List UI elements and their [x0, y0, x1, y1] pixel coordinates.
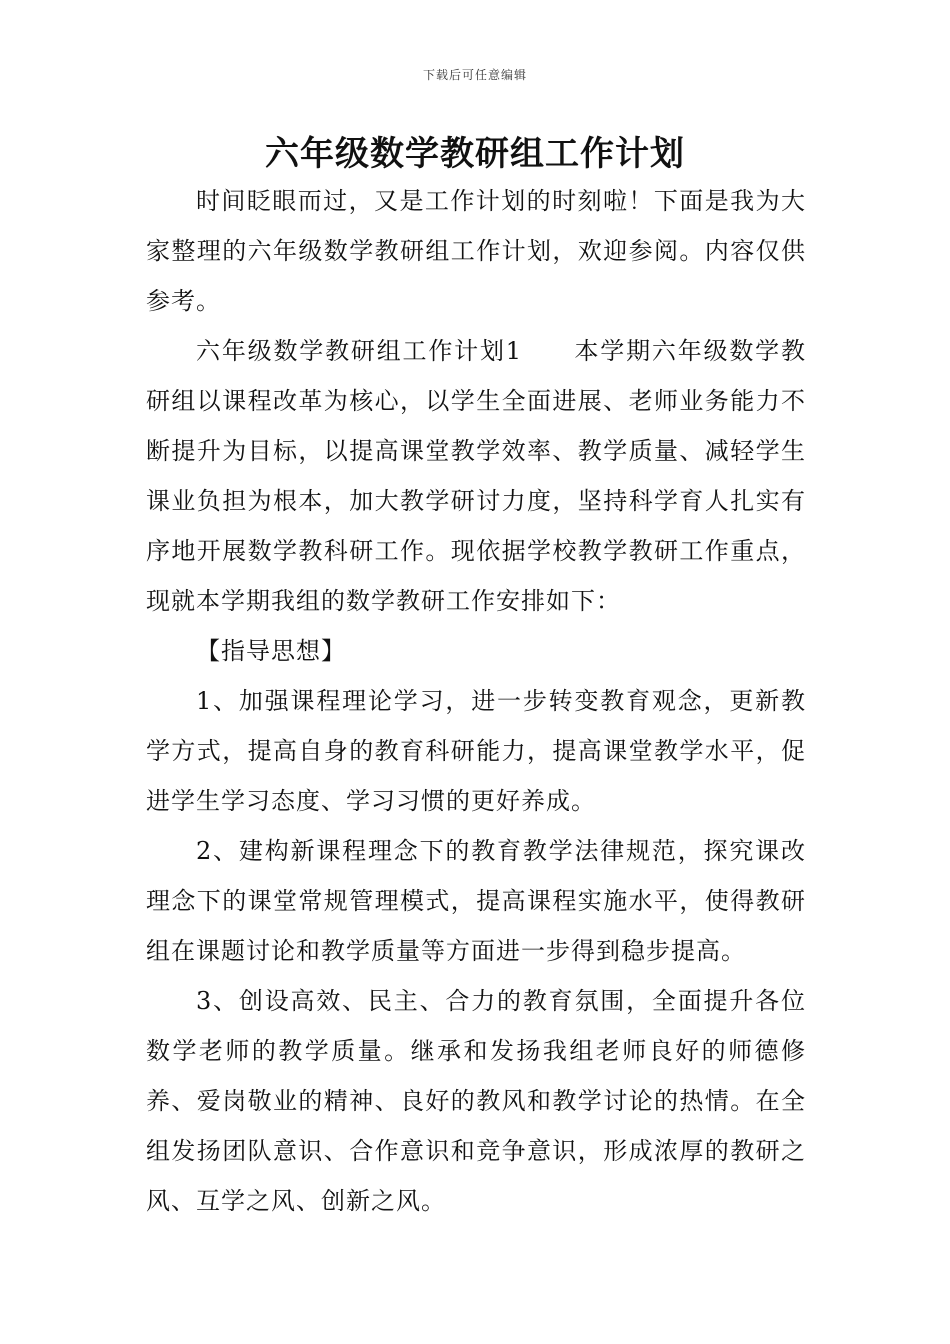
- paragraph-item-1: 1、加强课程理论学习，进一步转变教育观念，更新教学方式，提高自身的教育科研能力，提高课堂教学水平，促进学生学习态度、学习习惯的更好养成。: [146, 687, 806, 815]
- paragraph-intro: 时间眨眼而过，又是工作计划的时刻啦！下面是我为大家整理的六年级数学教研组工作计划，欢迎参阅。内容仅供参考。: [146, 187, 806, 315]
- section-heading-guiding-ideology: 【指导思想】: [196, 637, 346, 665]
- header-note: 下载后可任意编辑: [422, 68, 527, 82]
- paragraph-item-3: 3、创设高效、民主、合力的教育氛围，全面提升各位数学老师的教学质量。继承和发扬我组老师良好的师德修养、爱岗敬业的精神、良好的教风和教学讨论的热情。在全组发扬团队意识、合作意识和竞争意识，形成浓厚的教研之风、互学之风、创新之风。: [146, 987, 806, 1215]
- paragraph-item-2: 2、建构新课程理念下的教育教学法律规范，探究课改理念下的课堂常规管理模式，提高课程实施水平，使得教研组在课题讨论和教学质量等方面进一步得到稳步提高。: [146, 837, 806, 965]
- document-title: 六年级数学教研组工作计划: [265, 134, 685, 174]
- paragraph-plan-1: 六年级数学教研组工作计划1 本学期六年级数学教研组以课程改革为核心，以学生全面进展、老师业务能力不断提升为目标，以提高课堂教学效率、教学质量、减轻学生课业负担为根本，加大教学研讨力度，坚持科学育人扎实有序地开展数学教科研工作。现依据学校教学教研工作重点，现就本学期我组的数学教研工作安排如下：: [146, 337, 806, 615]
- document-body: [146, 176, 806, 1226]
